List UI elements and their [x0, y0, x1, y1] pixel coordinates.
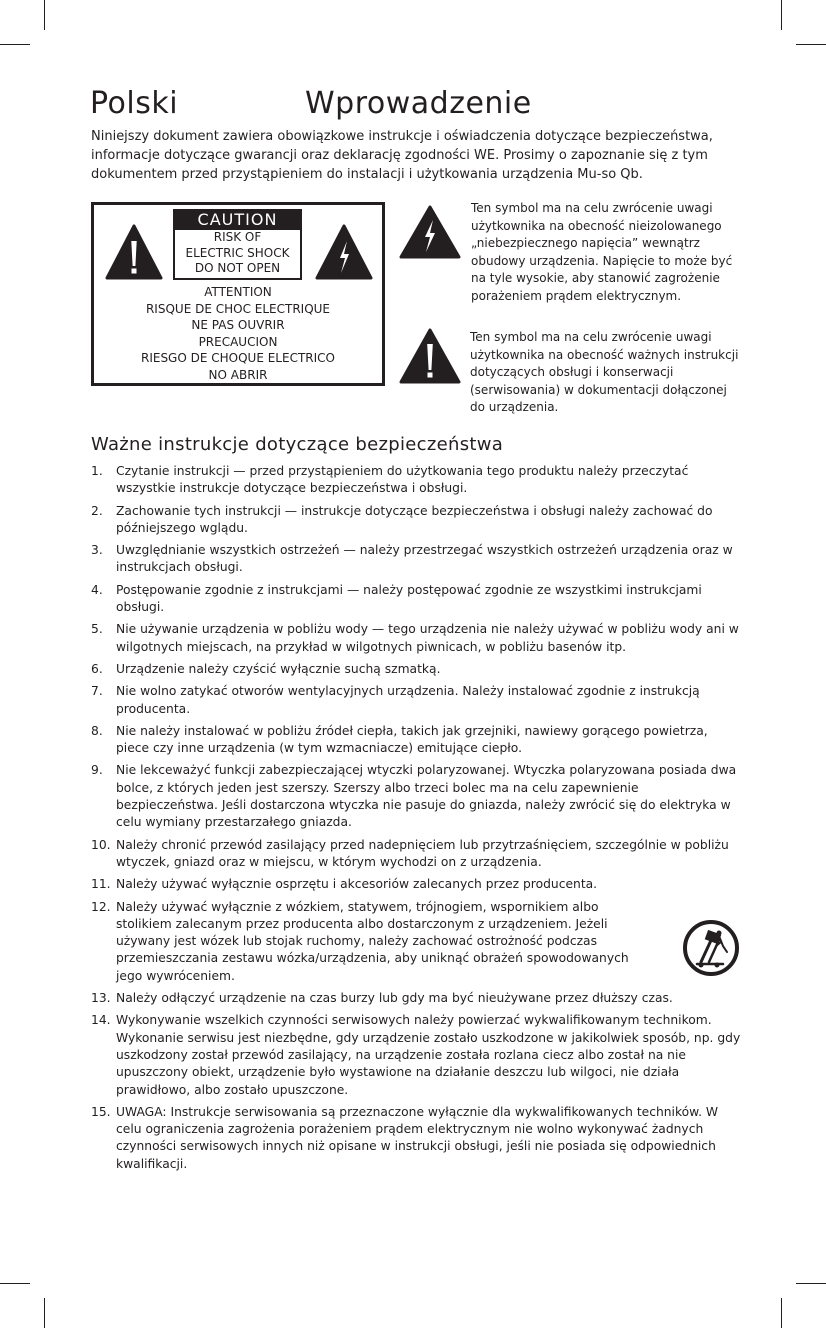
- crop-mark: [44, 0, 45, 30]
- attention-line: ATTENTION: [204, 285, 272, 299]
- item-number: 6.: [91, 661, 103, 676]
- list-item: [91, 899, 741, 985]
- list-item: [91, 990, 741, 1007]
- item-text: Nie należy instalować w pobliżu źródeł ciepła, takich jak grzejniki, nawiewy gorącego powietrza, piece czy inne urządzenia (w tym wzmacniacze) emitujące ciepło.: [116, 723, 708, 756]
- list-item: [91, 837, 741, 872]
- list-item: [91, 762, 741, 831]
- exclamation-triangle-icon: [104, 223, 164, 281]
- list-item: [91, 542, 741, 577]
- list-item: [91, 582, 741, 617]
- item-number: 5.: [91, 622, 103, 637]
- item-number: 13.: [91, 991, 111, 1006]
- item-number: 11.: [91, 877, 111, 892]
- item-number: 3.: [91, 543, 103, 558]
- item-text: Należy używać wyłącznie z wózkiem, statywem, trójnogiem, wspornikiem albo stolikiem zalecanym przez producenta albo dostarczonym z urządzeniem. Jeżeli używany jest wózek lub stojak ruchomy, należy zachować ostrożność podczas przemieszczania zestawu wózka/urządzenia, aby uniknąć obrażeń spowodowanych jego wywróceniem.: [116, 899, 629, 983]
- risk-line: DO NOT OPEN: [194, 261, 281, 276]
- crop-mark: [781, 0, 782, 30]
- crop-mark: [0, 1283, 30, 1284]
- item-number: 2.: [91, 503, 103, 518]
- crop-mark: [796, 44, 826, 45]
- lightning-triangle-icon: [314, 223, 374, 281]
- crop-mark: [44, 1298, 45, 1328]
- safety-instructions-list: [91, 463, 741, 1178]
- list-item: [91, 876, 741, 893]
- risk-line: RISK OF: [213, 230, 262, 244]
- page-title: Wprowadzenie: [305, 86, 532, 121]
- item-text: Nie używanie urządzenia w pobliżu wody — tego urządzenia nie należy używać w pobliżu wody ani w wilgotnych miejscach, na przykład w wilgotnych piwnicach, w pobliżu basenów itp.: [116, 622, 739, 654]
- item-number: 7.: [91, 684, 103, 699]
- lightning-triangle-icon: [398, 204, 462, 260]
- language-label: Polski: [90, 86, 179, 121]
- list-item: [91, 1104, 741, 1173]
- item-text: Należy odłączyć urządzenie na czas burzy lub gdy ma być nieużywane przez dłuższy czas.: [116, 991, 673, 1006]
- item-text: Zachowanie tych instrukcji — instrukcje dotyczące bezpieczeństwa i obsługi należy zachować do późniejszego wglądu.: [116, 503, 713, 535]
- attention-line: PRECAUCION: [198, 334, 278, 349]
- item-text: UWAGA: Instrukcje serwisowania są przeznaczone wyłącznie dla wykwalifikowanych techników. W celu ograniczenia zagrożenia porażeniem prądem elektrycznym nie wolno wykonywać żadnych czynności serwisowych innych niż opisane w instrukcji obsługi, jeśli nie posiada się odpowiednich kwalifikacji.: [116, 1104, 719, 1171]
- item-text: Należy chronić przewód zasilający przed nadepnięciem lub przytrzaśnięciem, szczególnie w pobliżu wtyczek, gniazd oraz w miejscu, w którym wychodzi on z urządzenia.: [116, 837, 729, 869]
- crop-mark: [0, 44, 30, 45]
- item-number: 14.: [91, 1013, 111, 1028]
- item-text: Wykonywanie wszelkich czynności serwisowych należy powierzać wykwalifikowanym technikom. Wykonanie serwisu jest niezbędne, gdy urządzenie zostało uszkodzone w jakikolwiek sposób, np. gdy uszkodzony został przewód zasilający, na urządzenie została rozlana ciecz albo został na nie upuszczony obiekt, urządzenie było wystawione na działanie deszczu lub wilgoci, nie działa prawidłowo, albo zostało upuszczone.: [116, 1013, 741, 1097]
- attention-line: RISQUE DE CHOC ELECTRIQUE: [145, 301, 331, 316]
- section-title: Ważne instrukcje dotyczące bezpieczeństwa: [91, 434, 504, 455]
- attention-line: NE PAS OUVRIR: [191, 318, 285, 332]
- item-number: 15.: [91, 1104, 111, 1119]
- item-number: 10.: [91, 837, 111, 852]
- risk-line: ELECTRIC SHOCK: [185, 245, 290, 260]
- item-text: Urządzenie należy czyścić wyłącznie suchą szmatką.: [116, 661, 441, 676]
- item-text: Postępowanie zgodnie z instrukcjami — należy postępować zgodnie ze wszystkimi instrukcjami obsługi.: [116, 582, 702, 615]
- lightning-symbol-description: Ten symbol ma na celu zwrócenie uwagi użytkownika na obecność nieizolowanego „niebezpiecznego napięcia” wewnątrz obudowy urządzenia. Napięcie to może być na tyle wysokie, aby stanowić zagrożenie porażeniem prądem elektrycznym.: [471, 201, 733, 303]
- list-item: [91, 503, 741, 538]
- item-text: Nie wolno zatykać otworów wentylacyjnych urządzenia. Należy instalować zgodnie z instrukcją producenta.: [116, 684, 700, 716]
- caution-label: CAUTION: [173, 209, 302, 230]
- item-number: 4.: [91, 582, 103, 597]
- cart-tip-over-warning-icon: [683, 920, 739, 976]
- exclamation-symbol-description: Ten symbol ma na celu zwrócenie uwagi użytkownika na obecność ważnych instrukcji dotyczących obsługi i konserwacji (serwisowania) w dokumentacji dołączonej do urządzenia.: [470, 330, 739, 414]
- list-item: [91, 723, 741, 758]
- attention-text: [94, 284, 382, 383]
- list-item: [91, 683, 741, 718]
- item-text: Uwzględnianie wszystkich ostrzeżeń — należy przestrzegać wszystkich ostrzeżeń urządzenia oraz w instrukcjach obsługi.: [116, 543, 733, 575]
- crop-mark: [781, 1298, 782, 1328]
- item-text: Nie lekceważyć funkcji zabezpieczającej wtyczki polaryzowanej. Wtyczka polaryzowana posiada dwa bolce, z których jeden jest szerszy. Szerszy albo trzeci bolec ma na celu zapewnienie bezpieczeństwa. Jeśli dostarczona wtyczka nie pasuje do gniazda, należy zwrócić się do elektryka w celu wymiany przestarzałego gniazda.: [116, 763, 737, 830]
- list-item: [91, 463, 741, 498]
- item-number: 12.: [91, 899, 111, 914]
- item-number: 8.: [91, 723, 103, 738]
- exclamation-triangle-icon: [398, 327, 462, 385]
- attention-line: NO ABRIR: [208, 367, 268, 382]
- item-number: 1.: [91, 464, 103, 478]
- list-item: [91, 661, 741, 678]
- list-item: [91, 1012, 741, 1098]
- item-text: Należy używać wyłącznie osprzętu i akcesoriów zalecanych przez producenta.: [116, 877, 598, 892]
- crop-mark: [796, 1283, 826, 1284]
- item-text: Czytanie instrukcji — przed przystąpieniem do użytkowania tego produktu należy przeczytać wszystkie instrukcje dotyczące bezpieczeństwa i obsługi.: [116, 464, 689, 496]
- item-number: 9.: [91, 763, 103, 778]
- attention-line: RIESGO DE CHOQUE ELECTRICO: [140, 351, 335, 365]
- risk-text: [173, 230, 302, 280]
- intro-paragraph: Niniejszy dokument zawiera obowiązkowe instrukcje i oświadczenia dotyczące bezpieczeństwa, informacje dotyczące gwarancji oraz deklarację zgodności WE. Prosimy o zapoznanie się z tym dokumentem przed przystąpieniem do instalacji i użytkowania urządzenia Mu-so Qb.: [91, 129, 713, 182]
- list-item: [91, 621, 741, 656]
